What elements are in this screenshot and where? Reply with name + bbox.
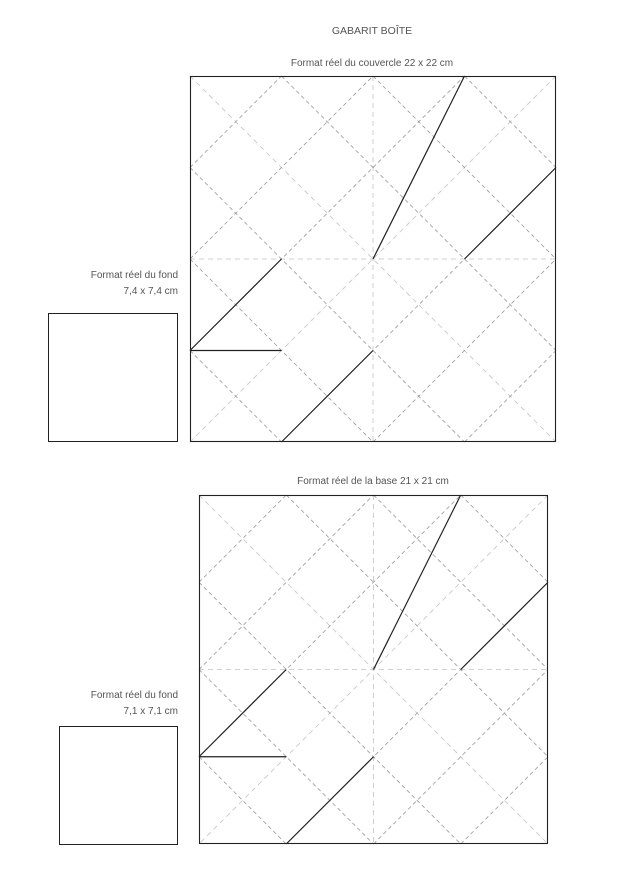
cut-line — [374, 495, 461, 670]
base-bottom-square — [59, 726, 178, 845]
lid-bottom-size: 7,4 x 7,4 cm — [123, 286, 178, 297]
cut-line — [190, 259, 282, 351]
lid-bottom-square — [48, 313, 178, 442]
lid-template — [190, 76, 556, 442]
base-template — [199, 495, 548, 844]
base-bottom-label — [91, 688, 178, 720]
lid-caption: Format réel du couvercle 22 x 22 cm — [290, 58, 454, 69]
lid-bottom-label-text: Format réel du fond — [90, 270, 178, 281]
base-caption: Format réel de la base 21 x 21 cm — [297, 476, 449, 487]
cut-line — [373, 76, 465, 259]
cut-line — [199, 670, 286, 757]
page-title: GABARIT BOÎTE — [331, 25, 413, 37]
base-bottom-label-text: Format réel du fond — [90, 690, 178, 701]
lid-bottom-label — [91, 268, 178, 300]
base-bottom-size: 7,1 x 7,1 cm — [123, 706, 178, 717]
